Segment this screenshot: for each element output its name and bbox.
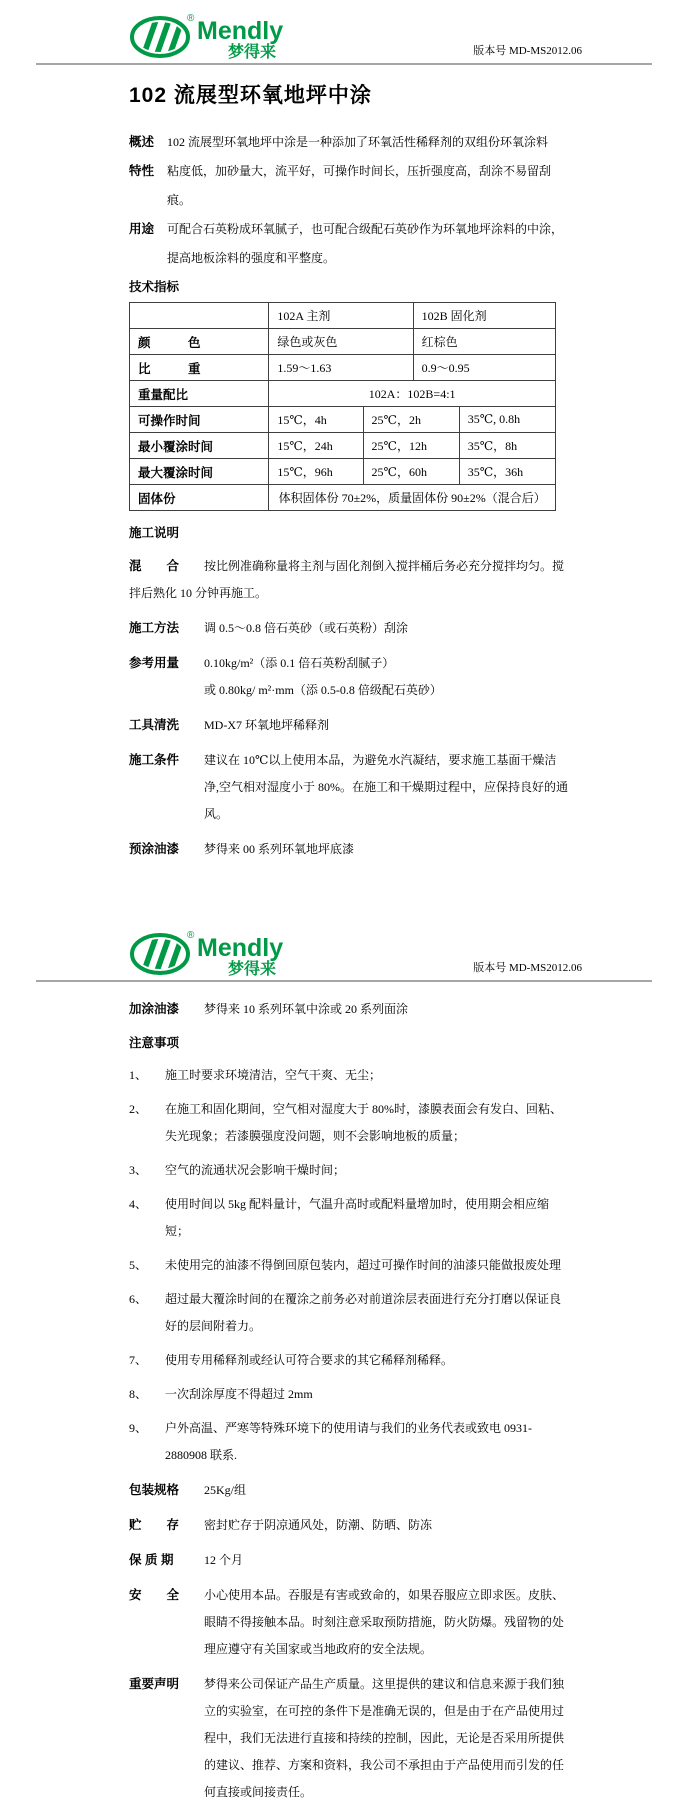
mendly-logo-icon	[129, 10, 299, 60]
note-number: 3、	[129, 1163, 148, 1177]
note-number: 9、	[129, 1421, 148, 1435]
usage-label: 用途	[129, 222, 155, 236]
packing-row	[129, 1477, 569, 1504]
note-number: 5、	[129, 1258, 148, 1272]
note-item	[129, 1096, 569, 1150]
conditions-row	[129, 747, 569, 828]
color-label-cell: 颜 色	[130, 329, 269, 355]
minrecoat-15-cell: 15℃，24h	[269, 433, 363, 459]
note-text: 在施工和固化期间，空气相对湿度大于 80%时，漆膜表面会有发白、回粘、失光现象；若漆膜强度没问题，则不会影响地板的质量；	[165, 1102, 562, 1143]
dosage-line-1: 0.10kg/m²（添 0.1 倍石英粉刮腻子）	[204, 656, 395, 670]
maxrecoat-35-cell: 35℃，36h	[459, 459, 555, 485]
note-text: 一次刮涂厚度不得超过 2mm	[165, 1387, 313, 1401]
color-a-cell: 绿色或灰色	[269, 329, 413, 355]
header-divider	[36, 980, 652, 982]
table-row	[130, 381, 556, 407]
solids-value-cell: 体积固体份 70±2%，质量固体份 90±2%（混合后）	[269, 485, 556, 511]
potlife-label-cell: 可操作时间	[130, 407, 269, 433]
note-item	[129, 1062, 569, 1089]
maxrecoat-25-cell: 25℃，60h	[363, 459, 459, 485]
maxrecoat-15-cell: 15℃，96h	[269, 459, 363, 485]
shelf-life-label: 保 质 期	[129, 1553, 174, 1567]
header-divider	[36, 63, 652, 65]
safety-row	[129, 1582, 569, 1663]
page2-header	[36, 863, 652, 980]
overview-text: 102 流展型环氧地坪中涂是一种添加了环氧活性稀释剂的双组份环氧涂料	[167, 135, 549, 149]
registered-mark-icon: ®	[187, 13, 195, 24]
overcoat-label: 加涂油漆	[129, 1002, 180, 1016]
usage-row	[129, 215, 569, 273]
table-row	[130, 485, 556, 511]
minrecoat-label-cell: 最小覆涂时间	[130, 433, 269, 459]
page1-header	[36, 0, 652, 63]
note-item	[129, 1415, 569, 1469]
dosage-row	[129, 650, 569, 704]
table-row	[130, 303, 556, 329]
table-row	[130, 329, 556, 355]
construction-heading: 施工说明	[129, 526, 180, 540]
note-number: 6、	[129, 1292, 148, 1306]
page-2	[0, 863, 687, 1820]
note-item	[129, 1191, 569, 1245]
cleaning-text: MD-X7 环氧地坪稀释剂	[204, 718, 329, 732]
safety-label: 安 全	[129, 1588, 180, 1602]
shelf-life-text: 12 个月	[204, 1553, 244, 1567]
minrecoat-35-cell: 35℃，8h	[459, 433, 555, 459]
mixing-row	[129, 553, 569, 607]
maxrecoat-label-cell: 最大覆涂时间	[130, 459, 269, 485]
potlife-25-cell: 25℃，2h	[363, 407, 459, 433]
dosage-text	[204, 650, 569, 704]
note-number: 2、	[129, 1102, 148, 1116]
potlife-35-cell: 35℃, 0.8h	[459, 407, 555, 433]
table-row	[130, 459, 556, 485]
brand-name: Mendly	[197, 934, 284, 962]
features-label: 特性	[129, 164, 155, 178]
note-number: 7、	[129, 1353, 148, 1367]
storage-text: 密封贮存于阴凉通风处，防潮、防晒、防冻	[204, 1518, 433, 1532]
page-1	[0, 0, 687, 863]
brand-name-cn: 梦得来	[228, 44, 277, 60]
note-item	[129, 1286, 569, 1340]
packing-label: 包装规格	[129, 1483, 180, 1497]
brand-name-cn: 梦得来	[228, 961, 277, 977]
note-number: 4、	[129, 1197, 148, 1211]
features-row	[129, 157, 569, 215]
cleaning-label: 工具清洗	[129, 718, 180, 732]
method-row	[129, 615, 569, 642]
statement-row	[129, 1671, 569, 1820]
version-label: 版本号 MD-MS2012.06	[473, 45, 582, 57]
ratio-value-cell: 102A：102B=4:1	[269, 381, 556, 407]
overview-label: 概述	[129, 135, 155, 149]
method-label: 施工方法	[129, 621, 180, 635]
dosage-label: 参考用量	[129, 656, 180, 670]
brand-logo	[129, 927, 299, 977]
note-item	[129, 1252, 569, 1279]
usage-text: 可配合石英粉成环氧腻子，也可配合级配石英砂作为环氧地坪涂料的中涂，提高地板涂料的强度和平整度。	[167, 222, 564, 265]
color-b-cell: 红棕色	[413, 329, 555, 355]
note-item	[129, 1381, 569, 1408]
notes-list	[129, 1062, 569, 1469]
conditions-label: 施工条件	[129, 753, 180, 767]
note-text: 施工时要求环境清洁，空气干爽、无尘；	[165, 1068, 382, 1082]
note-text: 使用专用稀释剂或经认可符合要求的其它稀释剂稀释。	[165, 1353, 454, 1367]
note-text: 使用时间以 5kg 配料量计，气温升高时或配料量增加时，使用期会相应缩短；	[165, 1197, 550, 1238]
ratio-label-cell: 重量配比	[130, 381, 269, 407]
note-number: 8、	[129, 1387, 148, 1401]
note-item	[129, 1157, 569, 1184]
note-item	[129, 1347, 569, 1374]
header-102b-cell: 102B 固化剂	[413, 303, 555, 329]
overcoat-text: 梦得来 10 系列环氧中涂或 20 系列面涂	[204, 1002, 409, 1016]
note-text: 未使用完的油漆不得倒回原包装内，超过可操作时间的油漆只能做报废处理	[165, 1258, 562, 1272]
precoat-text: 梦得来 00 系列环氧地坪底漆	[204, 842, 355, 856]
mendly-logo-icon	[129, 927, 299, 977]
shelf-life-row	[129, 1547, 569, 1574]
note-text: 户外高温、严寒等特殊环境下的使用请与我们的业务代表或致电 0931-2880908 联系.	[165, 1421, 532, 1462]
table-row	[130, 433, 556, 459]
spec-table	[129, 302, 556, 511]
overview-row	[129, 128, 569, 157]
dosage-line-2: 或 0.80kg/ m²·mm（添 0.5-0.8 倍级配石英砂）	[204, 683, 442, 697]
tech-specs-heading: 技术指标	[129, 280, 180, 294]
packing-text: 25Kg/组	[204, 1483, 247, 1497]
note-text: 空气的流通状况会影响干燥时间；	[165, 1163, 346, 1177]
version-label: 版本号 MD-MS2012.06	[473, 962, 582, 974]
precoat-row	[129, 836, 569, 863]
method-text: 调 0.5～0.8 倍石英砂（或石英粉）刮涂	[204, 621, 409, 635]
header-empty-cell	[130, 303, 269, 329]
mixing-label: 混 合	[129, 559, 180, 573]
features-text: 粘度低，加砂量大，流平好，可操作时间长，压折强度高，刮涂不易留刮痕。	[167, 164, 552, 207]
statement-label: 重要声明	[129, 1677, 180, 1691]
minrecoat-25-cell: 25℃，12h	[363, 433, 459, 459]
cleaning-row	[129, 712, 569, 739]
solids-label-cell: 固体份	[130, 485, 269, 511]
statement-text: 梦得来公司保证产品生产质量。这里提供的建议和信息来源于我们独立的实验室，在可控的条件下是准确无误的，但是由于在产品使用过程中，我们无法进行直接和持续的控制，因此，无论是否采用所提供的建议、推荐、方案和资料，我公司不承担由于产品使用而引发的任何直接或间接责任。	[204, 1677, 565, 1799]
overcoat-row	[129, 996, 569, 1023]
potlife-15-cell: 15℃，4h	[269, 407, 363, 433]
page2-content	[129, 996, 569, 1820]
gravity-a-cell: 1.59～1.63	[269, 355, 413, 381]
safety-text: 小心使用本品。吞服是有害或致命的，如果吞服应立即求医。皮肤、眼睛不得接触本品。时刻注意采取预防措施，防火防爆。残留物的处理应遵守有关国家或当地政府的安全法规。	[204, 1588, 565, 1656]
precoat-label: 预涂油漆	[129, 842, 180, 856]
note-number: 1、	[129, 1068, 148, 1082]
page-title: 102 流展型环氧地坪中涂	[129, 84, 372, 107]
table-row	[130, 407, 556, 433]
registered-mark-icon: ®	[187, 930, 195, 941]
mixing-text: 按比例准确称量将主剂与固化剂倒入搅拌桶后务必充分搅拌均匀。搅拌后熟化 10 分钟再施工。	[129, 559, 565, 600]
page1-content	[129, 79, 569, 863]
table-row	[130, 355, 556, 381]
gravity-label-cell: 比 重	[130, 355, 269, 381]
storage-label: 贮 存	[129, 1518, 180, 1532]
header-102a-cell: 102A 主剂	[269, 303, 413, 329]
gravity-b-cell: 0.9～0.95	[413, 355, 555, 381]
brand-name: Mendly	[197, 17, 284, 45]
brand-logo	[129, 10, 299, 60]
conditions-text: 建议在 10℃以上使用本品，为避免水汽凝结，要求施工基面干燥洁净,空气相对湿度小于 80%。在施工和干燥期过程中，应保持良好的通风。	[204, 753, 568, 821]
note-text: 超过最大覆涂时间的在覆涂之前务必对前道涂层表面进行充分打磨以保证良好的层间附着力。	[165, 1292, 562, 1333]
notes-heading: 注意事项	[129, 1036, 180, 1050]
